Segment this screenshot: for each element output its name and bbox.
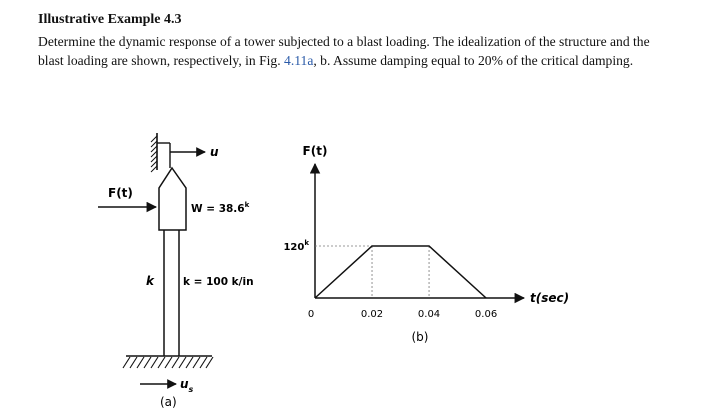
- x-tick-label-0.02: 0.02: [360, 309, 384, 320]
- stiffness-value-label: k = 100 k/in: [183, 276, 254, 288]
- blast-load-chart: [283, 144, 569, 344]
- x-tick-label-0: 0: [307, 309, 315, 320]
- statement-text-2: , b. Assume damping equal to 20% of the critical damping.: [313, 53, 634, 68]
- chart-guides: [315, 246, 429, 298]
- y-axis-title: F(t): [302, 144, 328, 158]
- x-tick-labels: [308, 309, 497, 320]
- mass-block: [159, 168, 186, 230]
- stiffness-k-label: k: [146, 274, 154, 288]
- load-series-line: [315, 246, 486, 298]
- ground-displacement-label: $u_s$: [180, 377, 194, 394]
- figure-reference-link[interactable]: 4.11a: [284, 53, 314, 68]
- figure-a-caption: (a): [160, 395, 177, 409]
- load-label: F(t): [108, 186, 133, 200]
- x-axis-title: t(sec): [530, 291, 570, 305]
- ground-hatching: [123, 357, 213, 368]
- x-tick-label-0.04: 0.04: [417, 309, 441, 320]
- displacement-u-label: u: [210, 145, 219, 159]
- figure-b-caption: (b): [411, 330, 429, 344]
- example-title: Illustrative Example 4.3: [38, 12, 182, 27]
- statement-text-1: Determine the dynamic response of a tower subjected to a blast loading. The idealization of the structure and the blast loading are shown, respectively, in Fig.: [38, 34, 650, 68]
- weight-label: $W = 38.6^k$: [191, 201, 250, 215]
- roller-hatching: [151, 136, 157, 172]
- y-tick-label: 120$^k$: [283, 239, 309, 253]
- x-tick-label-0.06: 0.06: [474, 309, 498, 320]
- tower-diagram: [98, 133, 254, 409]
